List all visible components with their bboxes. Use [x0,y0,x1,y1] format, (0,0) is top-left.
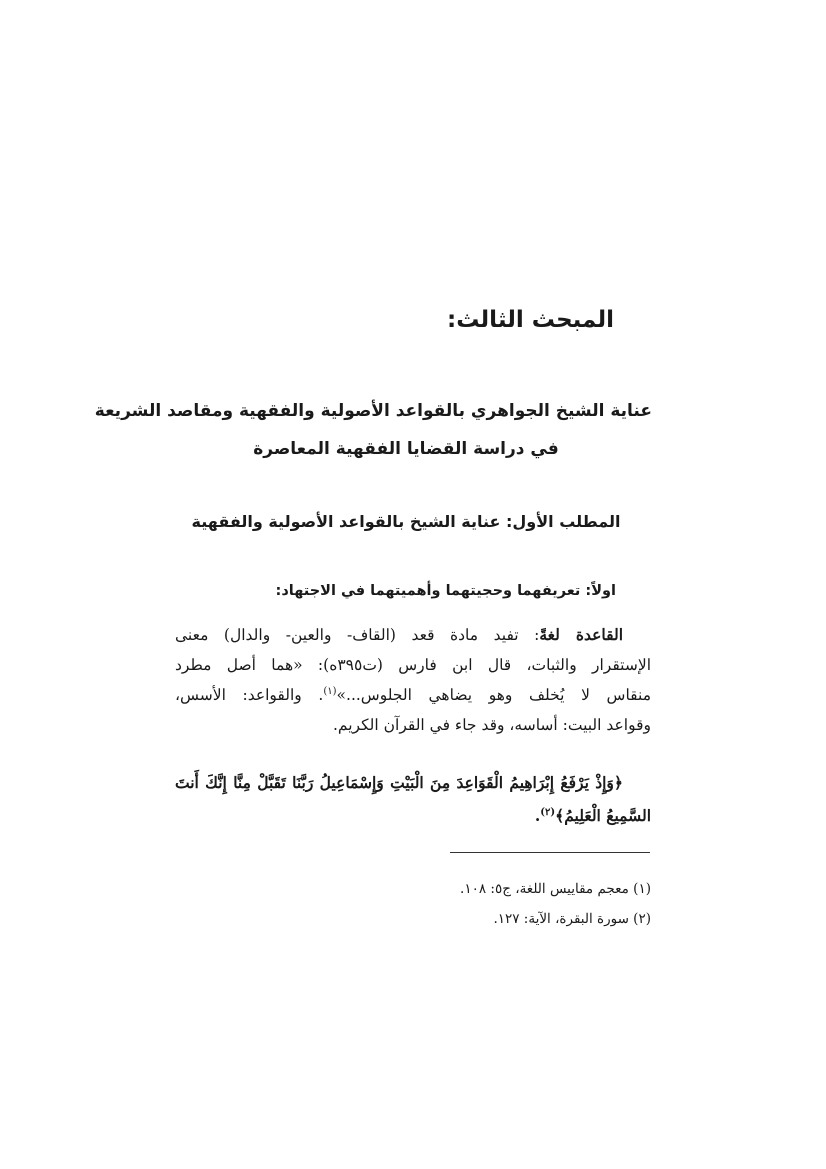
paragraph-line-1 [175,620,651,650]
chapter-title-line-1: عناية الشيخ الجواهري بالقواعد الأصولية والفقهية ومقاصد الشريعة [94,401,652,421]
footnote-2: (٢) سورة البقرة، الآية: ١٢٧. [493,911,651,927]
body-paragraph [175,620,651,740]
footnote-divider [450,852,650,853]
quote-text: منقاس لا يُخلف وهو يضاهي الجلوس...» [336,686,651,704]
defined-term: القاعدة لغةً [539,625,623,644]
point-heading: اولاً: تعريفهما وحجيتهما وأهميتهما في الاجتهاد: [275,583,616,599]
subsection-title: المطلب الأول: عناية الشيخ بالقواعد الأصولية والفقهية [191,512,621,531]
chapter-title-line-2: في دراسة القضايا الفقهية المعاصرة [253,439,559,459]
verse-end-mark: . [534,806,541,825]
footnotes [460,874,651,934]
footnote-ref-2[interactable]: (٢) [540,806,556,818]
chapter-title [94,392,652,468]
verse-line-2-text: السَّمِيعُ الْعَلِيمُ﴾ [555,806,651,825]
paragraph-line-2: الإستقرار والثبات، قال ابن فارس (ت٣٩٥ه): «هما أصل مطرد [175,656,651,674]
paragraph-line-3-text: . والقواعد: الأسس، [175,686,324,704]
quran-verse [175,766,651,832]
paragraph-line-3 [175,680,651,710]
paragraph-line-1-text: : تفيد مادة قعد (القاف- والعين- والدال) معنى [175,626,540,644]
footnote-1: (١) معجم مقاييس اللغة، ج٥: ١٠٨. [460,881,651,897]
verse-line-2 [175,799,651,832]
verse-line-1: ﴿وَإِذْ يَرْفَعُ إِبْرَاهِيمُ الْقَوَاعِدَ مِنَ الْبَيْتِ وَإِسْمَاعِيلُ رَبَّنَا تَقَبَّلْ مِنَّا إِنَّكَ أَنتَ [175,773,623,792]
footnote-ref-1[interactable]: (١) [323,685,337,697]
section-label: المبحث الثالث: [447,307,614,333]
paragraph-line-4: وقواعد البيت: أساسه، وقد جاء في القرآن الكريم. [333,716,651,734]
